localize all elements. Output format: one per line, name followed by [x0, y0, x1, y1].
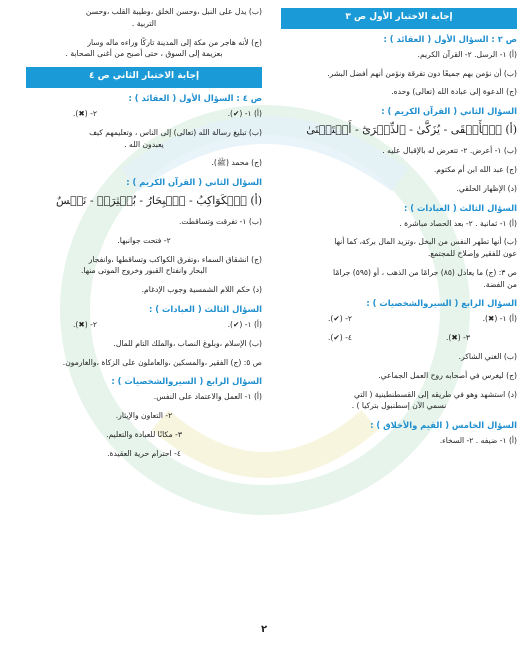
section-heading: السؤال الرابع ( السيروالشخصيات ) :	[366, 298, 517, 309]
section-heading: السؤال الثالث ( العبادات ) :	[404, 202, 517, 213]
answer-line-cont: التربية .	[131, 18, 157, 28]
answer-line: ٢- التعاون والإيثار.	[115, 411, 173, 421]
answer-line: (ب) ١- تفرقت وتساقطت.	[179, 217, 262, 227]
answer-line: (ب) الغني الشاكر.	[458, 352, 517, 361]
answer-line: ٢- فتحت جوانبها.	[117, 235, 171, 245]
quran-words: (أ) ٱلۡكَوَاكِبُ - ٱلۡبِحَارُ - بُعۡثِرَتۡ - نَفۡسٌ	[56, 194, 262, 208]
answer-cell: ٢- (✖).	[73, 319, 97, 329]
section-heading: ص ٤ : السؤال الأول ( العقائد ) :	[128, 93, 262, 103]
answer-line-cont: بعزيمة إلى السوق ، حتى أصبح من أغنى الصحابة .	[65, 49, 223, 59]
section-heading: السؤال الثاني ( القرآن الكريم ) :	[126, 177, 262, 188]
answer-row	[281, 313, 517, 325]
quran-words: (أ) ٱلۡأَتۡقَى - يُزَكَّىٰ - ٱلذِّكۡرَىٰٓ - أَسۡتَغۡنَىٰ	[306, 123, 517, 137]
page-number: ٢	[260, 624, 268, 635]
section-heading: السؤال الثاني ( القرآن الكريم ) :	[381, 106, 517, 117]
section-heading: ص ٢ : السؤال الأول ( العقائد ) :	[383, 33, 517, 44]
answer-line: (أ) ١- الرسل. ٢- القرآن الكريم.	[417, 49, 517, 59]
answer-line: (د) استشهد وهو في طريقه إلى القسطنطينية ( التي	[354, 389, 517, 399]
answer-line: (ج) عبد الله ابن أم مكتوم.	[433, 165, 517, 175]
answer-line-cont: عون للفقير وإصلاح للمجتمع.	[427, 249, 517, 259]
answer-line: ٣- مكانًا للعبادة والتعليم.	[106, 429, 182, 439]
answer-cell: (أ) ١- (✖).	[482, 314, 517, 324]
answer-line: (ج) انشقاق السماء ،وتفرق الكواكب وتساقطها ،وانفجار	[88, 254, 262, 264]
answer-line: (ب) أنها تطهر النفس من البخل ،وتزيد المال بركة، كما أنها	[334, 237, 517, 247]
answer-row	[281, 332, 517, 344]
answer-line: (ب) يدل على النبل ،وحسن الخلق ،وطيبة القلب ،وحسن	[85, 7, 262, 16]
answer-line-cont: يعبدون الله .	[124, 139, 164, 149]
answer-line: ص ٥: (ج) الفقير ،والمسكين ،والعاملون على الزكاة ،والغارمون.	[62, 357, 262, 367]
answer-row	[26, 108, 262, 120]
answer-row	[26, 319, 262, 331]
answer-line: (ج) محمد (ﷺ).	[211, 158, 262, 168]
test1-answers-title: إجابة الاختبار الأول ص ٣	[281, 8, 517, 29]
answer-line-cont: البحار وانفتاح القبور وخروج الموتى منها.	[81, 266, 207, 276]
right-column	[281, 6, 517, 454]
answer-line: (ب) تبليغ رسالة الله (تعالى) إلى الناس ، وتعليمهم كيف	[89, 127, 262, 137]
section-heading: السؤال الرابع ( السيروالشخصيات ) :	[111, 376, 262, 387]
answer-line: ٤- احترام حرية العقيدة.	[107, 448, 181, 458]
answer-line: (ب) ١- أعرض. ٢- تتعرض له بالإقبال عليه .	[382, 146, 517, 156]
section-heading: السؤال الثالث ( العبادات ) :	[149, 303, 262, 314]
answer-cell: (أ) ١- (✔).	[227, 109, 262, 119]
answer-cell: ٣- (✖).	[446, 333, 470, 343]
answer-line: (ج) ليغرس في أصحابه روح العمل الجماعي.	[378, 370, 517, 380]
answer-cell: ٢- (✖).	[73, 109, 97, 119]
answer-line: (د) حكم اللام الشمسية وجوب الإدغام.	[141, 285, 262, 295]
section-heading: السؤال الخامس ( القيم والأخلاق ) :	[370, 420, 517, 431]
answer-cell: (أ) ١- (✔).	[227, 319, 262, 329]
answer-line: (أ) ١- ضيفه . ٢- السخاء.	[439, 436, 517, 446]
answer-line: (ج) لأنه هاجر من مكة إلى المدينة تاركًا وراءه ماله وسار	[87, 37, 262, 47]
answer-cell: ٢- (✔).	[328, 314, 352, 324]
answer-line-cont: من الفضة.	[483, 279, 517, 289]
answer-cell: ٤- (✔).	[328, 333, 352, 343]
answer-line: (د) الإظهار الحلقي.	[456, 183, 517, 193]
test2-answers-title: إجابة الاختبار الثاني ص ٤	[26, 67, 262, 88]
answer-line-cont: نسمي الآن إسطنبول بتركيا ) .	[351, 401, 447, 411]
answer-line: (ج) الدعوة إلى عبادة الله (تعالى) وحده.	[391, 87, 517, 97]
answer-line: (أ) ١- العمل والاعتماد على النفس.	[153, 392, 262, 402]
answer-line: (أ) ١- ثمانية . ٢- بعد الحصاد مباشرة .	[399, 218, 517, 228]
answer-line: ص ٣: (ج) ما يعادل (٨٥) جرامًا من الذهب ، أو (٥٩٥) جرامًا	[333, 267, 517, 277]
left-column	[26, 6, 262, 466]
answer-line: (ب) الإسلام ،وبلوغ النصاب ،والملك التام للمال.	[113, 338, 262, 348]
answer-line: (ب) أن نؤمن بهم جميعًا دون تفرقة ونؤمن أنهم أفضل البشر.	[327, 68, 517, 78]
